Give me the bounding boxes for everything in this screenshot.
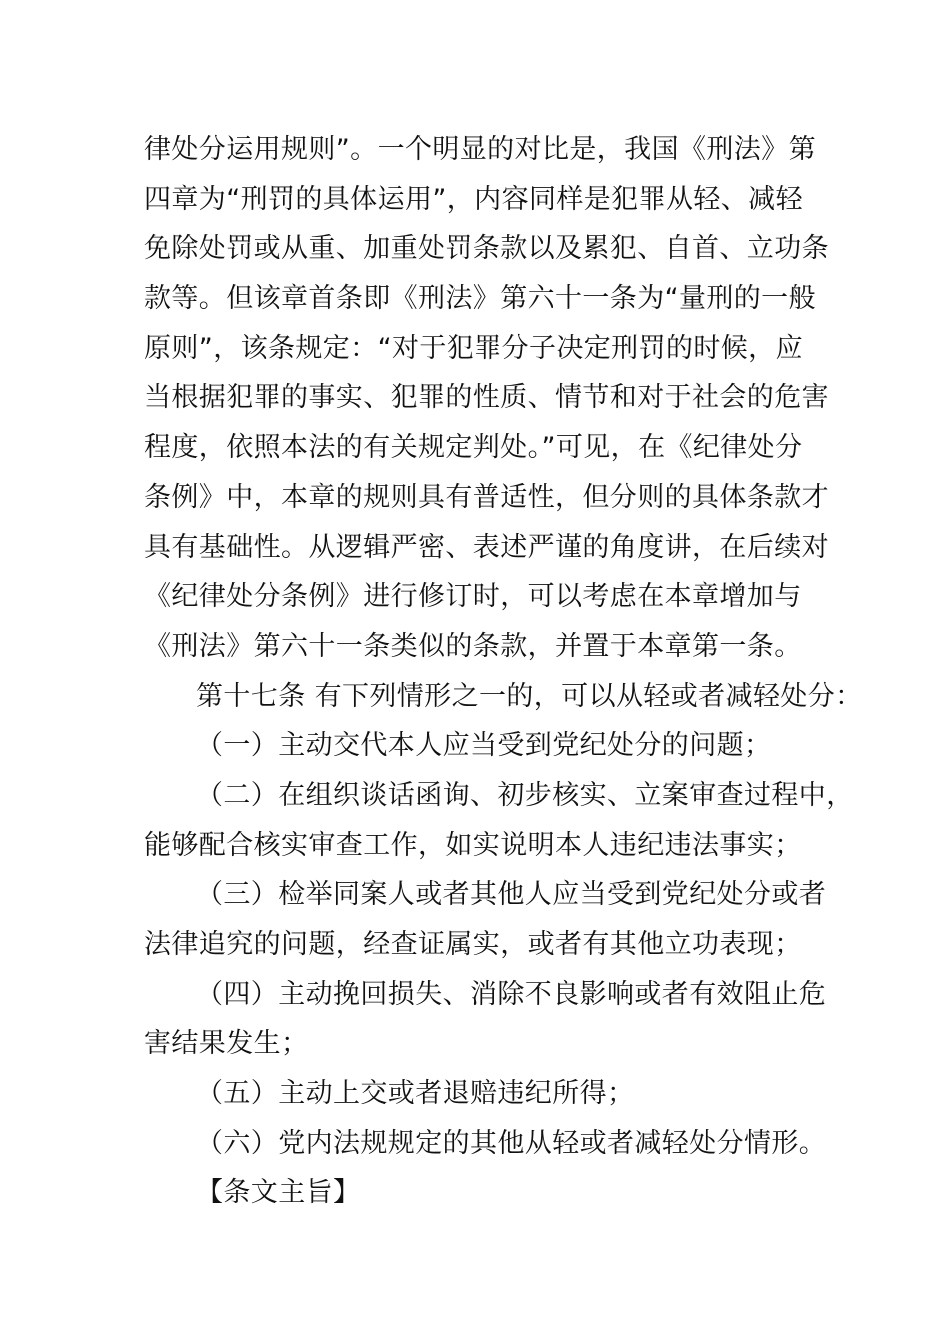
text-line: 能够配合核实审查工作，如实说明本人违纪违法事实； (144, 829, 802, 861)
text-line: （三）检举同案人或者其他人应当受到党纪处分或者 (196, 879, 827, 911)
article-heading: 第十七条 有下列情形之一的，可以从轻或者减轻处分： (196, 680, 863, 712)
text-line: 款等。但该章首条即《刑法》第六十一条为“量刑的一般 (144, 283, 816, 315)
document-body (144, 125, 863, 1218)
article-item-4 (144, 970, 844, 1069)
text-line: 条例》中，本章的规则具有普适性，但分则的具体条款才 (144, 481, 829, 513)
text-line: 具有基础性。从逻辑严密、表述严谨的角度讲，在后续对 (144, 531, 829, 563)
section-heading: 【条文主旨】 (196, 1177, 361, 1209)
text-line: 四章为“刑罚的具体运用”，内容同样是犯罪从轻、减轻 (144, 183, 803, 215)
text-line: （四）主动挽回损失、消除不良影响或者有效阻止危 (196, 978, 827, 1010)
article-item-2 (144, 771, 854, 870)
text-line: 《纪律处分条例》进行修订时，可以考虑在本章增加与 (144, 581, 802, 613)
article-item-6: （六）党内法规规定的其他从轻或者减轻处分情形。 (196, 1127, 827, 1159)
text-line: 原则”，该条规定：“对于犯罪分子决定刑罚的时候，应 (144, 332, 803, 364)
text-line: 律处分运用规则”。一个明显的对比是，我国《刑法》第 (144, 134, 816, 165)
article-item-3 (144, 870, 844, 969)
text-line: 《刑法》第六十一条类似的条款，并置于本章第一条。 (144, 630, 802, 662)
article-item-5: （五）主动上交或者退赔违纪所得； (196, 1078, 635, 1110)
text-line: （二）在组织谈话函询、初步核实、立案审查过程中， (196, 779, 854, 811)
text-line: 害结果发生； (144, 1028, 309, 1060)
paragraph-commentary (144, 125, 844, 672)
text-line: 当根据犯罪的事实、犯罪的性质、情节和对于社会的危害 (144, 382, 829, 414)
text-line: 法律追究的问题，经查证属实，或者有其他立功表现； (144, 929, 802, 960)
text-line: 免除处罚或从重、加重处罚条款以及累犯、自首、立功条 (144, 233, 829, 265)
article-item-1: （一）主动交代本人应当受到党纪处分的问题； (196, 730, 772, 762)
text-line: 程度，依照本法的有关规定判处。”可见，在《纪律处分 (144, 432, 803, 464)
